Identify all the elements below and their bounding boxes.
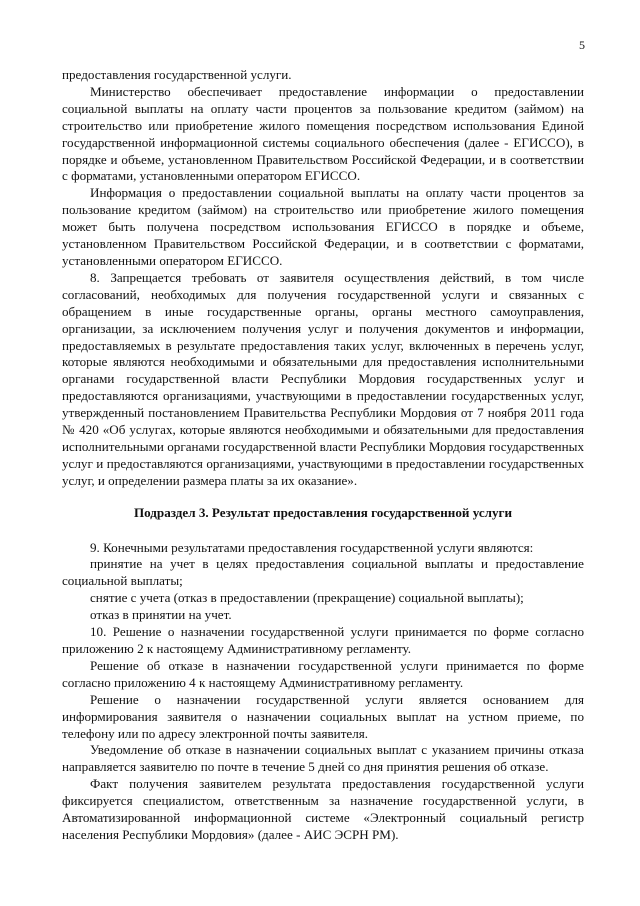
paragraph-egisso-provision: Министерство обеспечивает предоставление информации о предоставлении социальной выплаты на оплату части процентов за пользование кредитом (займом) на строительство или приобретение жилого помещения посредством использования Единой государственной информационной системы социального обеспечения (далее - ЕГИССО), в порядке и объеме, установленном Правительством Российской Федерации, и в соответствии с форматами, установленными оператором ЕГИССО.: [62, 83, 584, 184]
paragraph-notification-basis: Решение о назначении государственной услуги является основанием для информирования заявителя о назначении социальных выплат на устном приеме, по телефону или по адресу электронной почты заявителя.: [62, 691, 584, 741]
section-heading: Подраздел 3. Результат предоставления государственной услуги: [133, 504, 513, 520]
result-item-deregistration: снятие с учета (отказ в предоставлении (прекращение) социальной выплаты);: [90, 590, 524, 606]
page-number: 5: [579, 38, 585, 52]
paragraph-refusal-decision: Решение об отказе в назначении государственной услуги принимается по форме согласно приложению 4 к настоящему Административному регламенту.: [62, 657, 584, 690]
result-item-refusal: отказ в принятии на учет.: [90, 607, 232, 623]
paragraph-item-9: 9. Конечными результатами предоставления государственной услуги являются:: [90, 539, 534, 555]
paragraph-refusal-notice: Уведомление об отказе в назначении социальных выплат с указанием причины отказа направляется заявителю по почте в течение 5 дней со дня принятия решения об отказе.: [62, 742, 584, 775]
document-body: [62, 67, 584, 844]
paragraph-item-8: 8. Запрещается требовать от заявителя осуществления действий, в том числе согласований, необходимых для получения государственной услуги и связанных с обращением в иные государственные органы, органы местного самоуправления, организации, за исключением получения услуг и получения документов и информации, предоставляемых в результате предоставления таких услуг, включенных в перечень услуг, которые являются необходимыми и обязательными для предоставления исполнительными органами государственной власти Республики Мордовия государственных услуг и предоставляются организациями, участвующими в предоставлении государственных услуг, утвержденный постановлением Правительства Республики Мордовия от 7 ноября 2011 года № 420 «Об услугах, которые являются необходимыми и обязательными для предоставления исполнительными органами государственной власти Республики Мордовия государственных услуг и предоставляются организациями, участвующими в предоставлении государственных услуг, и определении размера платы за их оказание».: [62, 269, 584, 488]
paragraph-result-recording: Факт получения заявителем результата предоставления государственной услуги фиксируется специалистом, ответственным за назначение государственной услуги, в Автоматизированной информационной системе «Электронный социальный регистр населения Республики Мордовия» (далее - АИС ЭСРН РМ).: [62, 776, 584, 842]
result-item-registration: принятие на учет в целях предоставления социальной выплаты и предоставление социальной выплаты;: [62, 556, 584, 589]
paragraph-egisso-information: Информация о предоставлении социальной выплаты на оплату части процентов за пользование кредитом (займом) на строительство или приобретение жилого помещения может быть получена посредством использования ЕГИССО в порядке и объеме, установленном Правительством Российской Федерации, и в соответствии с форматами, установленными оператором ЕГИССО.: [62, 185, 584, 268]
paragraph-item-10: 10. Решение о назначении государственной услуги принимается по форме согласно приложению 2 к настоящему Административному регламенту.: [62, 624, 584, 656]
paragraph-continuation: предоставления государственной услуги.: [62, 67, 292, 82]
